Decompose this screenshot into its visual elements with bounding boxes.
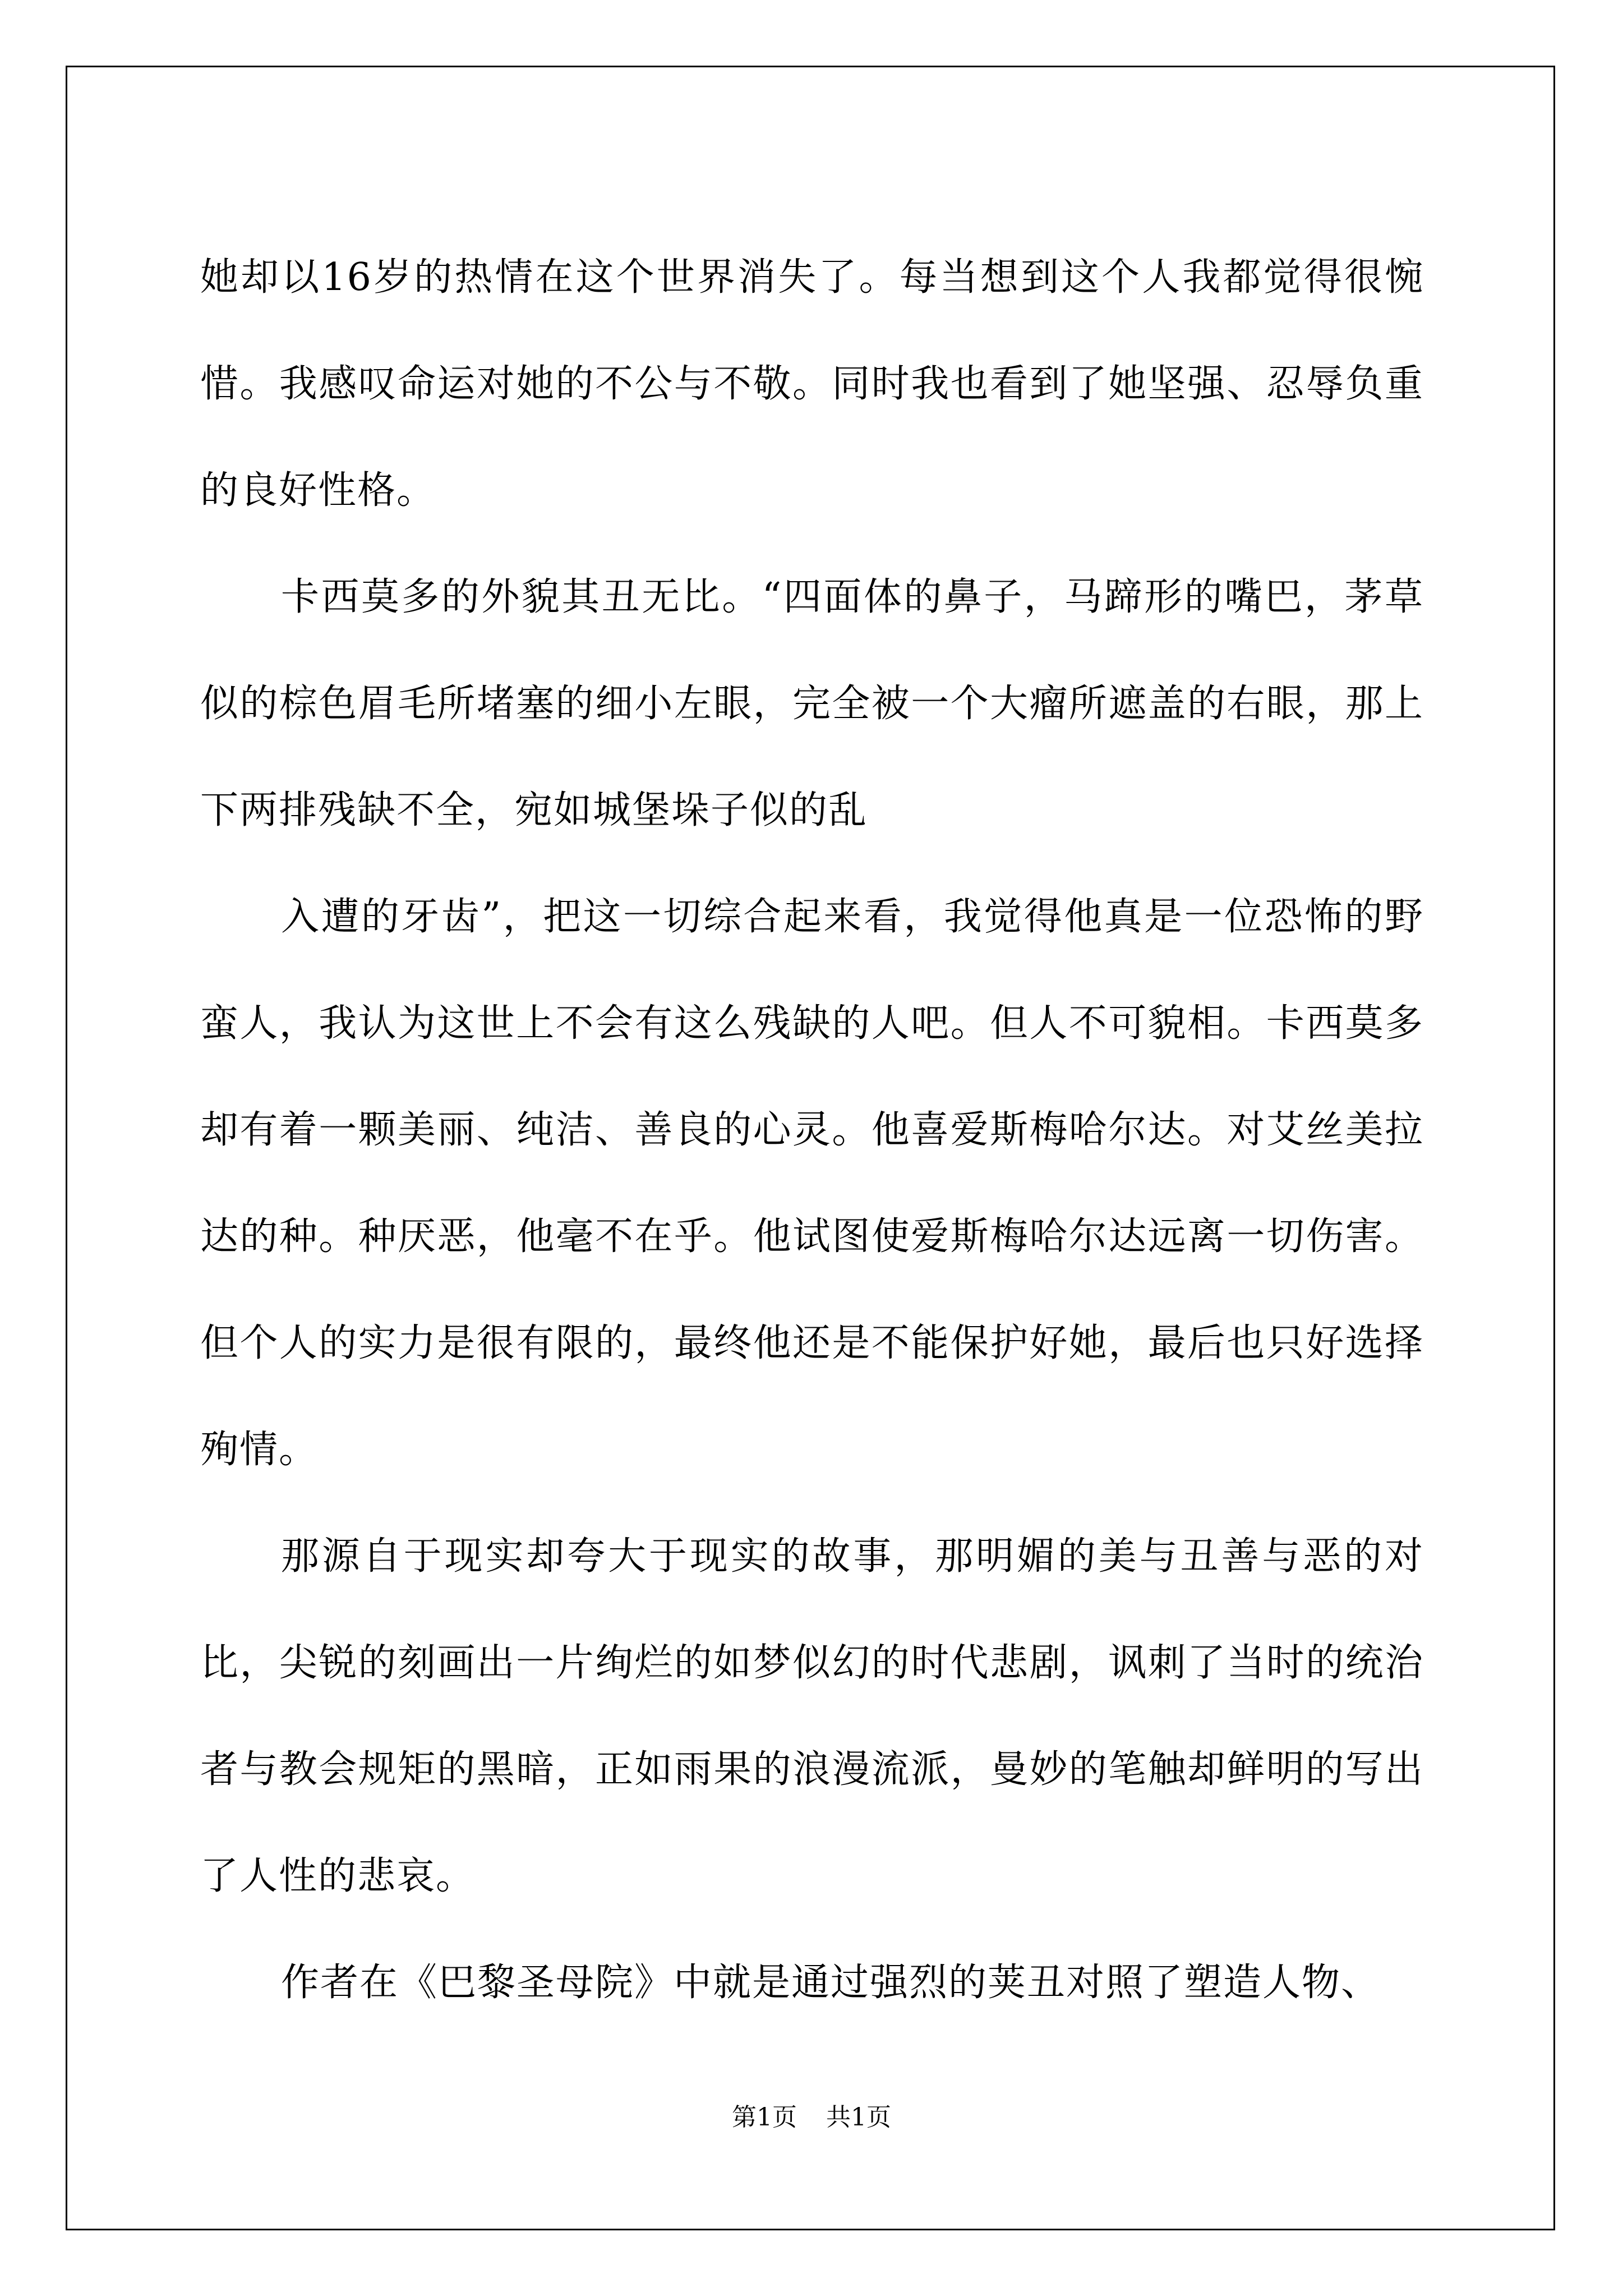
paragraph-3: 入遭的牙齿”，把这一切综合起来看，我觉得他真是一位恐怖的野蛮人，我认为这世上不会有这么残缺的人吧。但人不可貌相。卡西莫多却有着一颗美丽、纯洁、善良的心灵。他喜爱斯梅哈尔达。对艾丝美拉达的种。种厌恶，他毫不在乎。他试图使爱斯梅哈尔达远离一切伤害。但个人的实力是很有限的，最终他还是不能保护好她，最后也只好选择殉情。 [200,895,1424,1472]
page-footer [0,2101,1623,2134]
paragraph-1: 她却以16岁的热情在这个世界消失了。每当想到这个人我都觉得很惋惜。我感叹命运对她的不公与不敬。同时我也看到了她坚强、忍辱负重的良好性格。 [200,255,1424,513]
document-body [200,224,1424,2036]
paragraph-5: 作者在《巴黎圣母院》中就是通过强烈的荚丑对照了塑造人物、 [281,1961,1381,2005]
paragraph-2: 卡西莫多的外貌其丑无比。“四面体的鼻子，马蹄形的嘴巴，茅草似的棕色眉毛所堵塞的细小左眼，完全被一个大瘤所遮盖的右眼，那上下两排残缺不全，宛如城堡垛子似的乱 [200,575,1424,832]
page-number: 第1页 [732,2103,797,2132]
page-total: 共1页 [826,2103,891,2132]
paragraph-4: 那源自于现实却夸大于现实的故事，那明媚的美与丑善与恶的对比，尖锐的刻画出一片绚烂的如梦似幻的时代悲剧，讽刺了当时的统治者与教会规矩的黑暗，正如雨果的浪漫流派，曼妙的笔触却鲜明的写出了人性的悲哀。 [200,1534,1424,1898]
